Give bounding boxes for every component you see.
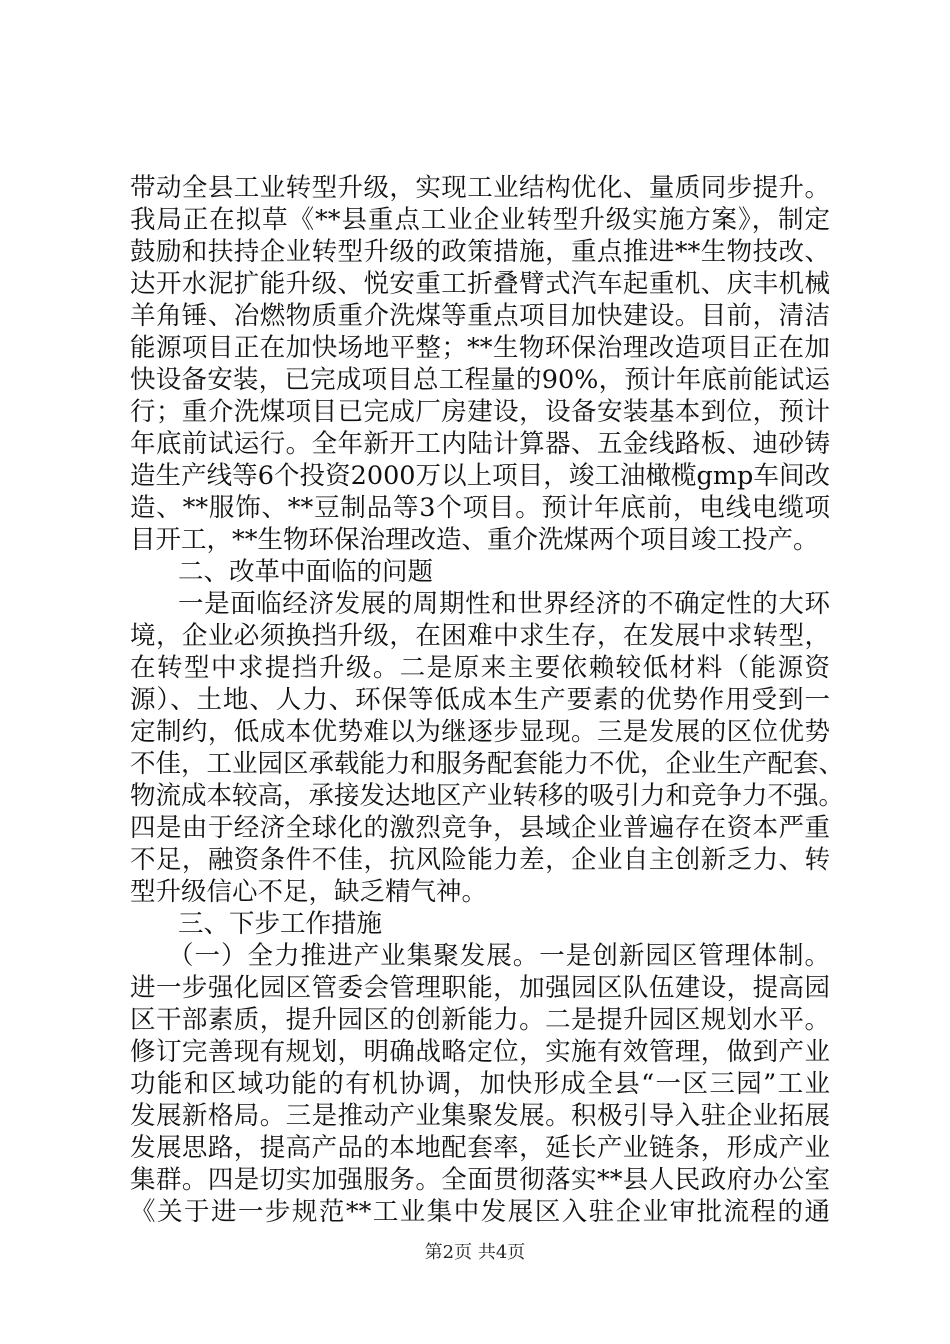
body-line: 年底前试运行。全年新开工内陆计算器、五金线路板、迪砂铸: [130, 429, 830, 459]
body-line: 境，企业必须换挡升级，在困难中求生存，在发展中求转型，: [130, 621, 830, 651]
body-line: 发展思路，提高产品的本地配套率，延长产业链条，形成产业: [130, 1133, 830, 1163]
body-line: 在转型中求提挡升级。二是原来主要依赖较低材料（能源资: [130, 653, 830, 683]
body-line: 型升级信心不足，缺乏精气神。: [130, 877, 488, 907]
body-line: 修订完善现有规划，明确战略定位，实施有效管理，做到产业: [130, 1037, 830, 1067]
page-number-footer: 第2页 共4页: [424, 1242, 526, 1263]
body-line: 不佳，工业园区承载能力和服务配套能力不优，企业生产配套、: [130, 749, 845, 779]
body-line: 《关于进一步规范**工业集中发展区入驻企业审批流程的通: [130, 1197, 830, 1227]
body-line: 目开工，**生物环保治理改造、重介洗煤两个项目竣工投产。: [130, 525, 819, 555]
body-line: 羊角锤、冶燃物质重介洗煤等重点项目加快建设。目前，清洁: [130, 301, 830, 331]
body-line: 造生产线等6个投资2000万以上项目，竣工油橄榄gmp车间改: [130, 461, 830, 491]
body-line: 四是由于经济全球化的激烈竞争，县域企业普遍存在资本严重: [130, 813, 830, 843]
body-line: 能源项目正在加快场地平整；**生物环保治理改造项目正在加: [130, 333, 830, 363]
body-line: 行；重介洗煤项目已完成厂房建设，设备安装基本到位，预计: [130, 397, 830, 427]
body-line: 物流成本较高，承接发达地区产业转移的吸引力和竞争力不强。: [130, 781, 845, 811]
body-line: （一）全力推进产业集聚发展。一是创新园区管理体制。: [168, 941, 830, 971]
body-line: 定制约，低成本优势难以为继逐步显现。三是发展的区位优势: [130, 717, 830, 747]
body-line: 快设备安装，已完成项目总工程量的90%，预计年底前能试运: [130, 365, 830, 395]
body-line: 带动全县工业转型升级，实现工业结构优化、量质同步提升。: [130, 173, 830, 203]
body-line: 不足，融资条件不佳，抗风险能力差，企业自主创新乏力、转: [130, 845, 830, 875]
body-line: 我局正在拟草《**县重点工业企业转型升级实施方案》，制定: [130, 205, 830, 235]
body-line: 鼓励和扶持企业转型升级的政策措施，重点推进**生物技改、: [130, 237, 830, 267]
body-line: 集群。四是切实加强服务。全面贯彻落实**县人民政府办公室: [130, 1165, 830, 1195]
body-line: 功能和区域功能的有机协调，加快形成全县“一区三园”工业: [130, 1069, 830, 1099]
body-line: 源）、土地、人力、环保等低成本生产要素的优势作用受到一: [130, 685, 830, 715]
section-heading: 三、下步工作措施: [178, 909, 383, 939]
body-line: 区干部素质，提升园区的创新能力。二是提升园区规划水平。: [130, 1005, 830, 1035]
body-line: 一是面临经济发展的周期性和世界经济的不确定性的大环: [178, 589, 830, 619]
section-heading: 二、改革中面临的问题: [178, 557, 434, 587]
body-line: 发展新格局。三是推动产业集聚发展。积极引导入驻企业拓展: [130, 1101, 830, 1131]
body-line: 进一步强化园区管委会管理职能，加强园区队伍建设，提高园: [130, 973, 830, 1003]
body-line: 达开水泥扩能升级、悦安重工折叠臂式汽车起重机、庆丰机械: [130, 269, 830, 299]
body-line: 造、**服饰、**豆制品等3个项目。预计年底前，电线电缆项: [130, 493, 830, 523]
